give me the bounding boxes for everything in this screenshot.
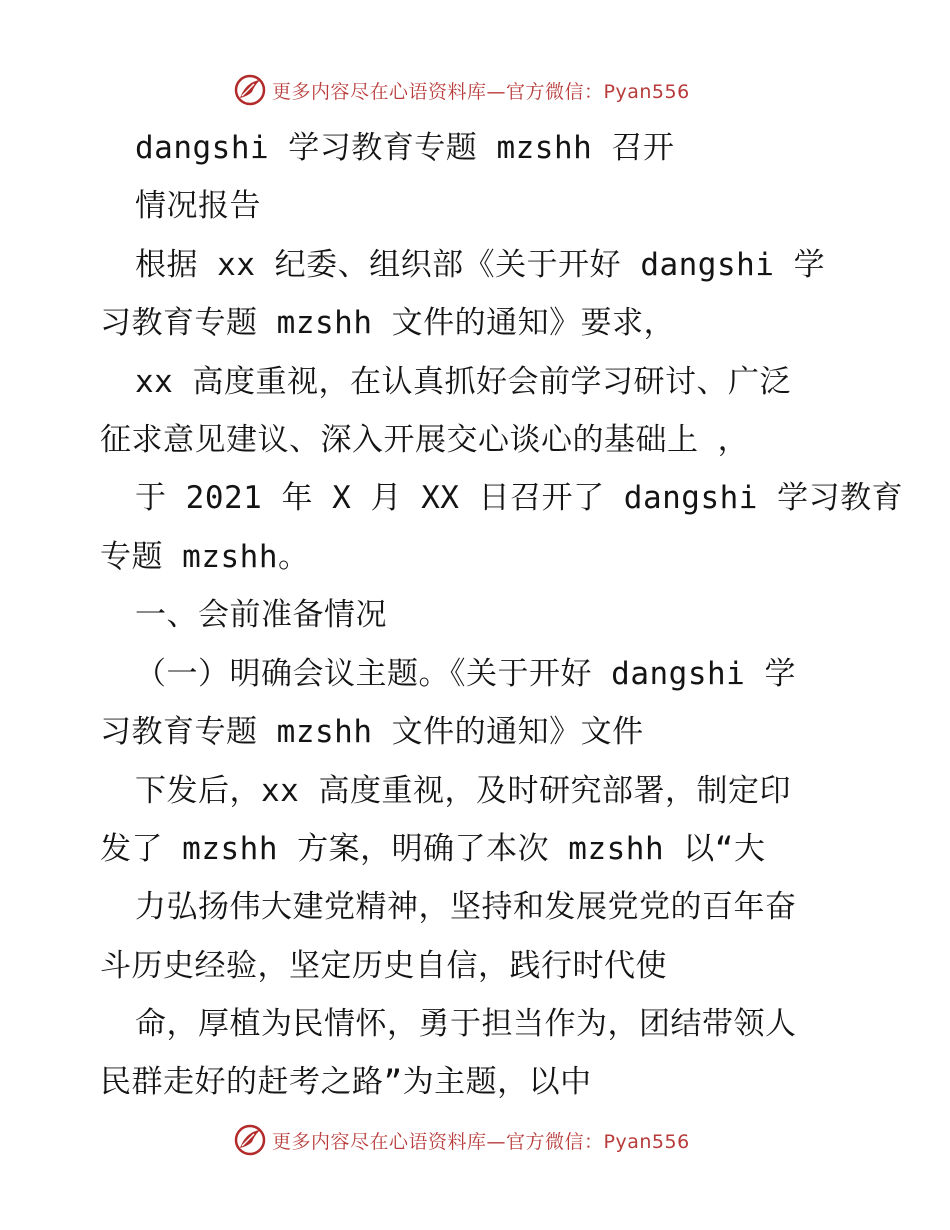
paragraph-line: 习教育专题 mzshh 文件的通知》要求， <box>100 305 676 341</box>
pen-logo-icon <box>232 72 268 108</box>
paragraph-line: 发了 mzshh 方案，明确了本次 mzshh 以“大 <box>100 831 766 867</box>
paragraph-line: 下发后，xx 高度重视，及时研究部署，制定印 <box>135 773 791 809</box>
watermark-footer <box>232 1122 690 1158</box>
section-heading: 一、会前准备情况 <box>135 597 387 633</box>
paragraph-line: xx 高度重视，在认真抓好会前学习研讨、广泛 <box>135 364 791 400</box>
paragraph-line: 斗历史经验，坚定历史自信，践行时代使 <box>100 948 667 984</box>
paragraph-line: 根据 xx 纪委、组织部《关于开好 dangshi 学 <box>135 247 826 283</box>
paragraph-line: （一）明确会议主题。《关于开好 dangshi 学 <box>135 656 796 692</box>
paragraph-line: 力弘扬伟大建党精神，坚持和发展党党的百年奋 <box>135 889 797 925</box>
pen-logo-icon <box>232 1122 268 1158</box>
paragraph-line: 命，厚植为民情怀，勇于担当作为，团结带领人 <box>135 1006 797 1042</box>
paragraph-line: 民群走好的赶考之路”为主题，以中 <box>100 1064 592 1100</box>
watermark-text: 更多内容尽在心语资料库—官方微信：Pyan556 <box>272 80 690 103</box>
doc-title-line-2: 情况报告 <box>135 188 261 224</box>
watermark-header <box>232 72 690 108</box>
paragraph-line: 习教育专题 mzshh 文件的通知》文件 <box>100 714 644 750</box>
paragraph-line: 于 2021 年 X 月 XX 日召开了 dangshi 学习教育 <box>135 480 904 516</box>
watermark-text: 更多内容尽在心语资料库—官方微信：Pyan556 <box>272 1130 690 1153</box>
paragraph-line: 征求意见建议、深入开展交心谈心的基础上 ， <box>100 422 750 458</box>
doc-title-line-1: dangshi 学习教育专题 mzshh 召开 <box>135 130 675 166</box>
paragraph-line: 专题 mzshh。 <box>100 539 310 575</box>
